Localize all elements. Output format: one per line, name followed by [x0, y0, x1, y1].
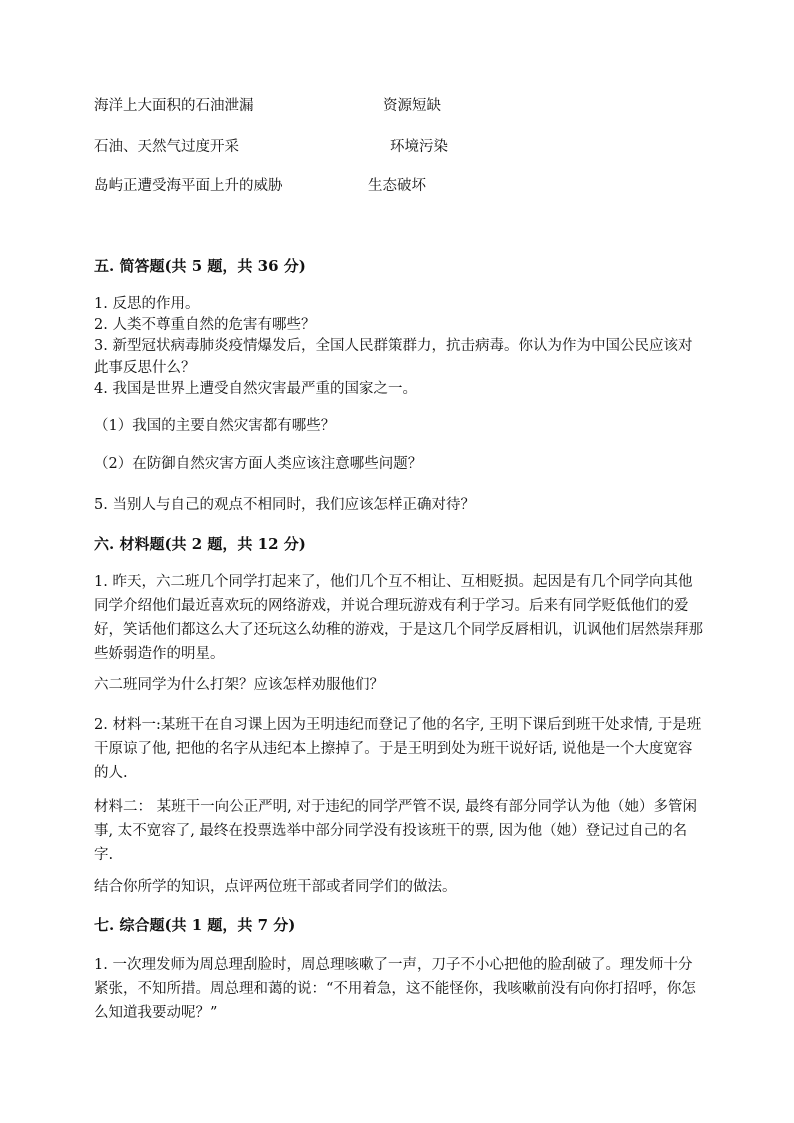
- match-right-1: 资源短缺: [383, 98, 441, 114]
- s6-material-1-question: 六二班同学为什么打架？应该怎样劝服他们？: [94, 677, 384, 693]
- s5-question-5: 5. 当别人与自己的观点不相同时，我们应该怎样正确对待？: [94, 497, 475, 513]
- s7-question-1: 1. 一次理发师为周总理刮脸时，周总理咳嗽了一声，刀子不小心把他的脸刮破了。理发师十分紧张，不知所措。周总理和蔼的说：“不用着急，这不能怪你，我咳嗽前没有向你打招呼，你怎么知道我要动呢？”: [94, 957, 696, 1021]
- s5-question-2: 2. 人类不尊重自然的危害有哪些？: [94, 317, 316, 333]
- s5-question-1: 1. 反思的作用。: [94, 296, 200, 312]
- section-6-title: 六. 材料题(共 2 题，共 12 分): [94, 535, 306, 553]
- match-right-2: 环境污染: [390, 139, 448, 155]
- match-left-1: 海洋上大面积的石油泄漏: [94, 98, 254, 114]
- s6-material-2-question: 结合你所学的知识，点评两位班干部或者同学们的做法。: [94, 879, 457, 895]
- s6-material-2-part-2: 材料二： 某班干一向公正严明, 对于违纪的同学严管不误, 最终有部分同学认为他（她）多管闲事, 太不宽容了, 最终在投票选举中部分同学没有投该班干的票, 因为他（她）登记过自己的名字.: [94, 799, 698, 863]
- s5-question-3: 3. 新型冠状病毒肺炎疫情爆发后，全国人民群策群力，抗击病毒。你认为作为中国公民应该对此事反思什么？: [94, 338, 693, 376]
- s5-question-4: 4. 我国是世界上遭受自然灾害最严重的国家之一。: [94, 381, 417, 397]
- s6-material-1: 1. 昨天，六二班几个同学打起来了，他们几个互不相让、互相贬损。起因是有几个同学向其他同学介绍他们最近喜欢玩的网络游戏，并说合理玩游戏有利于学习。后来有同学贬低他们的爱好，笑话他们都这么大了还玩这么幼稚的游戏，于是这几个同学反唇相讥，讥讽他们居然崇拜那些娇弱造作的明星。: [94, 574, 703, 662]
- s5-question-4-sub-2: （2）在防御自然灾害方面人类应该注意哪些问题？: [94, 456, 423, 472]
- s6-material-2-part-1: 2. 材料一:某班干在自习课上因为王明违纪而登记了他的名字, 王明下课后到班干处求情, 于是班干原谅了他, 把他的名字从违纪本上擦掉了。于是王明到处为班干说好话, 说他是一个大度宽容的人.: [94, 717, 702, 781]
- match-left-2: 石油、天然气过度开采: [94, 139, 239, 155]
- section-7-title: 七. 综合题(共 1 题，共 7 分): [94, 916, 296, 934]
- s5-question-4-sub-1: （1）我国的主要自然灾害都有哪些？: [94, 418, 336, 434]
- match-left-3: 岛屿正遭受海平面上升的威胁: [94, 178, 283, 194]
- section-5-title: 五. 简答题(共 5 题，共 36 分): [94, 257, 306, 275]
- match-right-3: 生态破坏: [368, 178, 426, 194]
